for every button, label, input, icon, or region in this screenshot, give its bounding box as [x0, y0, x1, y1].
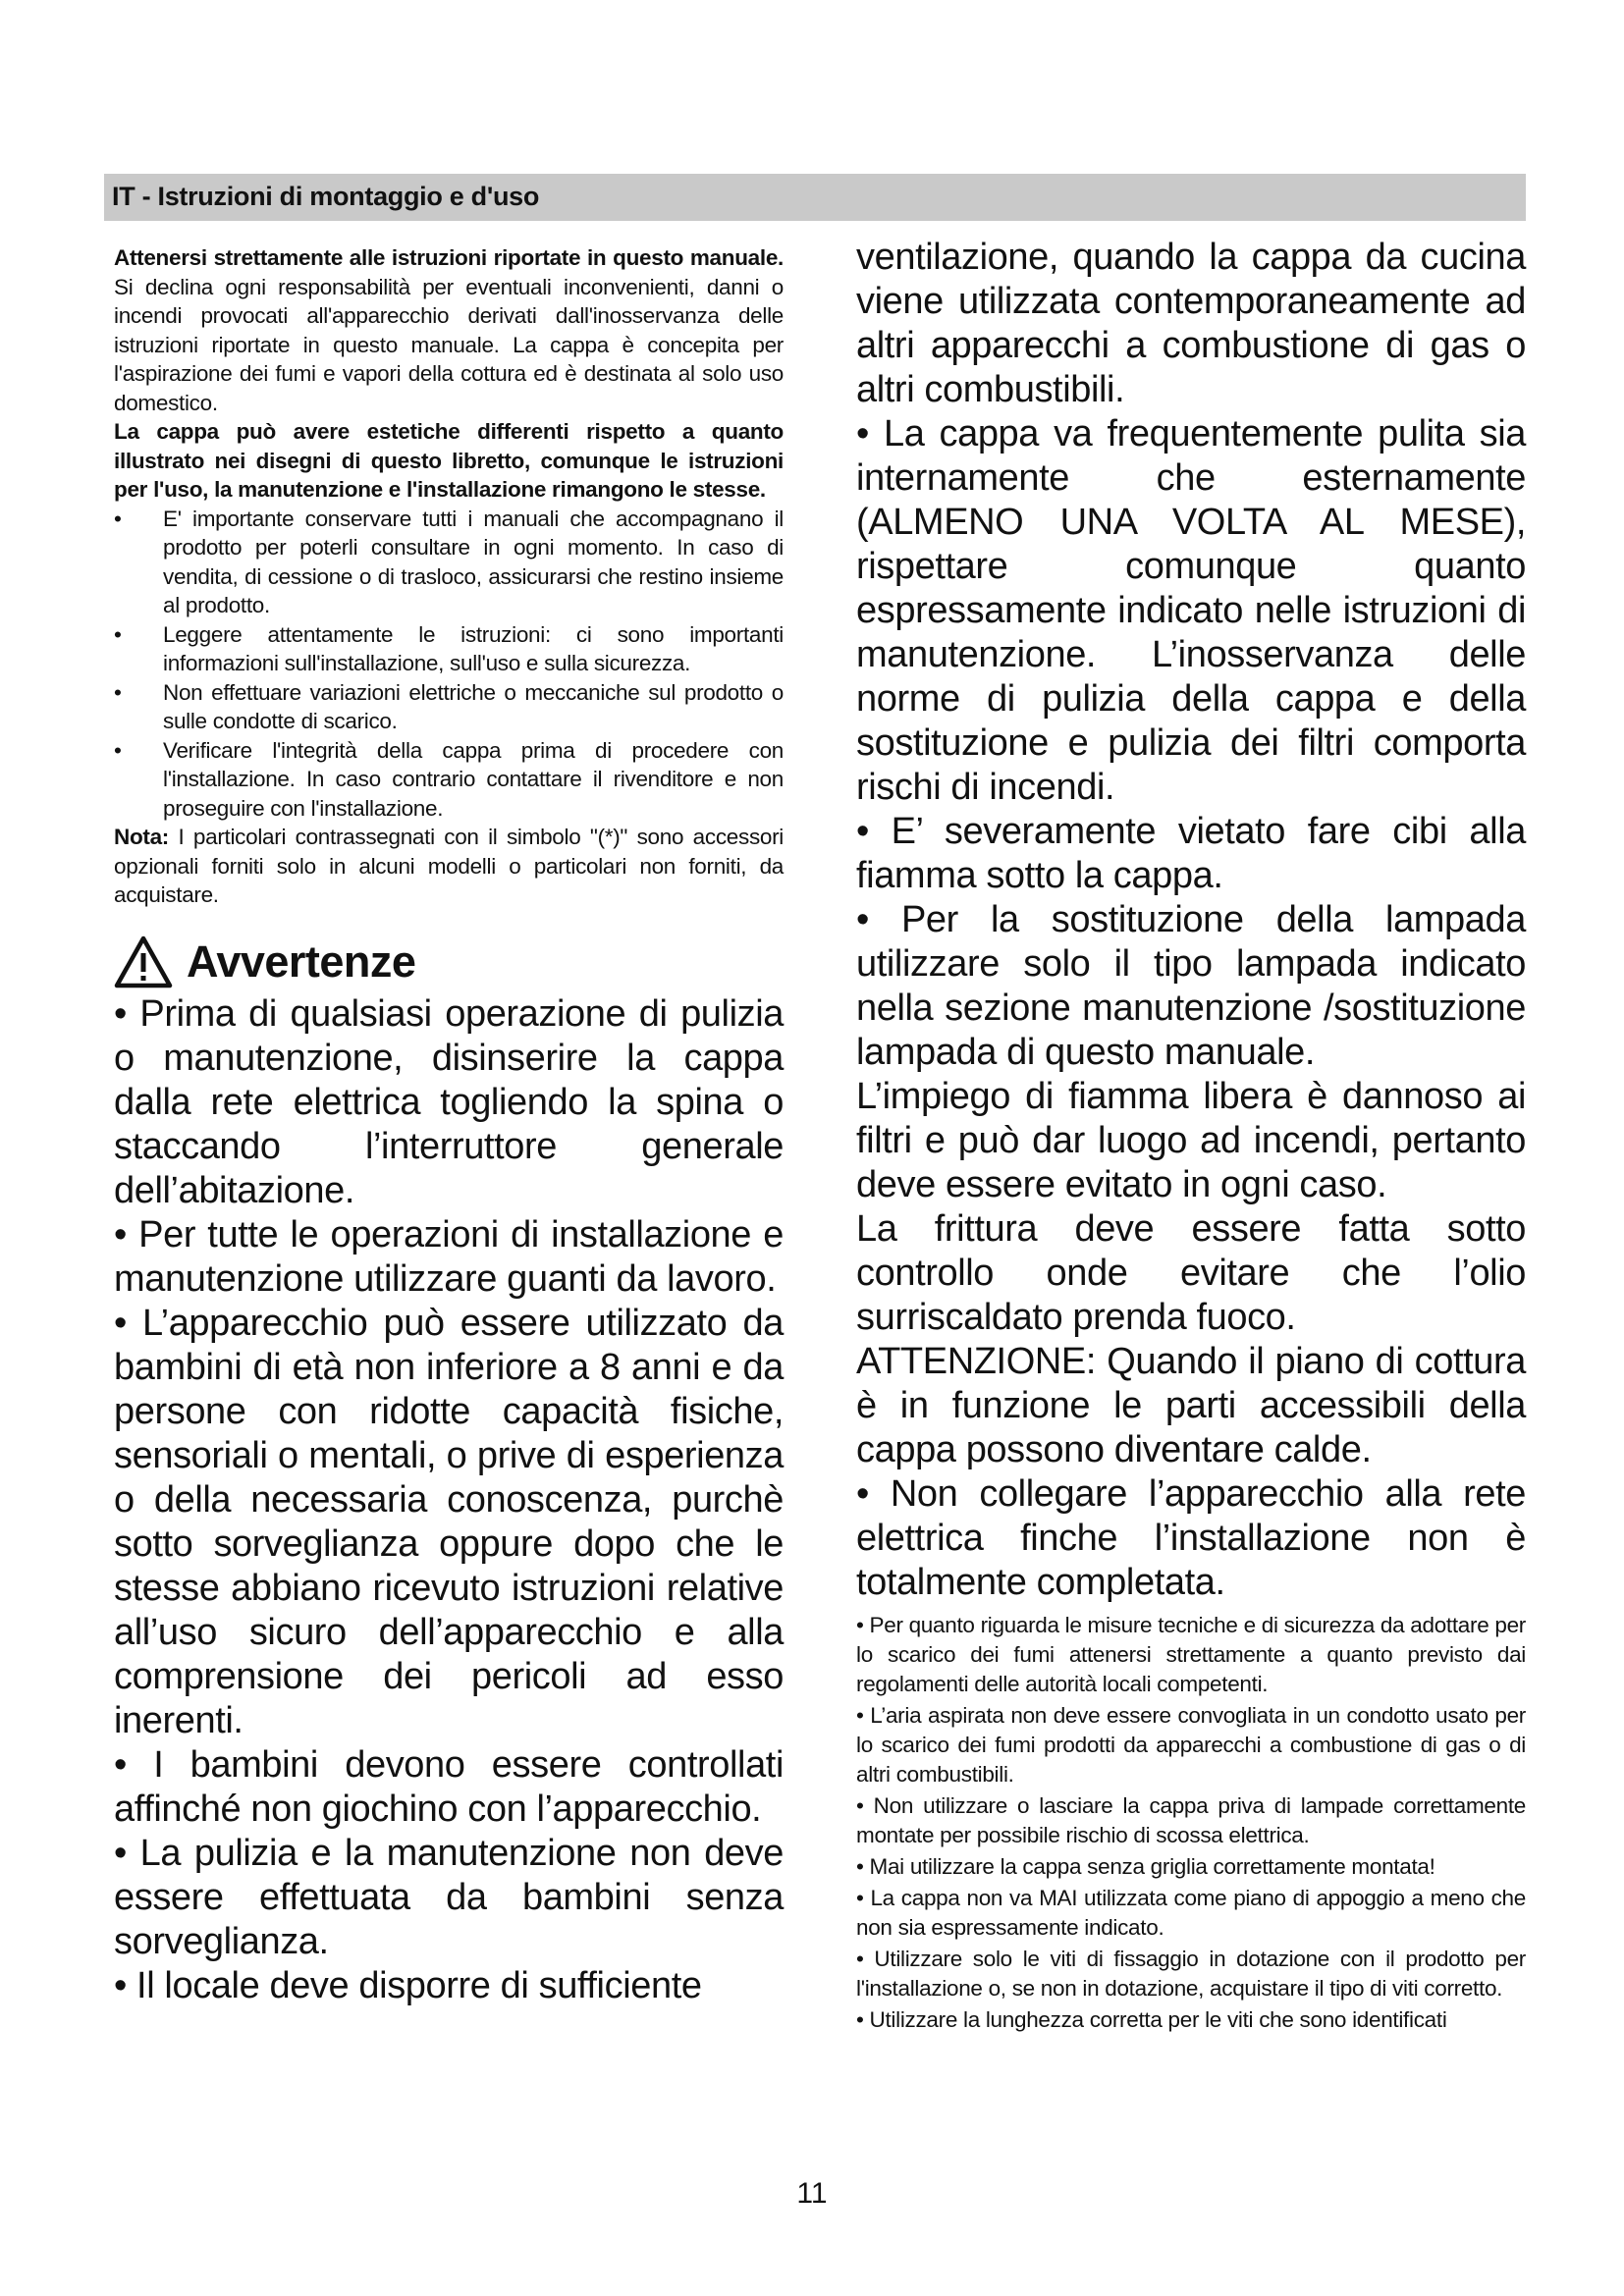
list-item: • Verificare l'integrità della cappa prima di procedere con l'installazione. In caso contrario contattare il rivenditore e non proseguire con l'installazione. [114, 737, 784, 821]
safety-note: • Per quanto riguarda le misure tecniche e di sicurezza da adottare per lo scarico dei fumi attenersi strettamente a quanto previsto dai regolamenti delle autorità locali competenti. [856, 1613, 1526, 1696]
safety-note: • Utilizzare la lunghezza corretta per le viti che sono identificati [856, 2007, 1447, 2032]
note-text: I particolari contrassegnati con il simbolo "(*)" sono accessori opzionali forniti solo in alcuni modelli o particolari non forniti, da acquistare. [114, 825, 784, 907]
intro-text-1: Si declina ogni responsabilità per eventuali inconvenienti, danni o incendi provocati all'apparecchio derivati dall'inosservanza delle istruzioni riportate in questo manuale. La cappa è concepita per l'aspirazione dei fumi e vapori della cottura ed è destinata al solo uso domestico. [114, 274, 784, 415]
note-paragraph [114, 823, 784, 910]
intro-paragraph-1 [114, 243, 784, 417]
warning-item: ATTENZIONE: Quando il piano di cottura è in funzione le parti accessibili della cappa possono diventare calde. [856, 1341, 1526, 1470]
warning-item: • Il locale deve disporre di sufficiente [114, 1964, 702, 2006]
list-item: • Non effettuare variazioni elettriche o meccaniche sul prodotto o sulle condotte di scarico. [114, 679, 784, 733]
warning-item: • Per tutte le operazioni di installazione e manutenzione utilizzare guanti da lavoro. [114, 1213, 784, 1300]
warning-item: • E’ severamente vietato fare cibi alla fiamma sotto la cappa. [856, 811, 1526, 896]
warning-item: • Per la sostituzione della lampada utilizzare solo il tipo lampada indicato nella sezione manutenzione /sostituzione lampada di questo manuale. [856, 899, 1526, 1073]
warnings-title: Avvertenze [187, 935, 416, 987]
safety-note: • Utilizzare solo le viti di fissaggio in dotazione con il prodotto per l'installazione o, se non in dotazione, acquistare il tipo di viti corretto. [856, 1947, 1526, 2001]
safety-note: • La cappa non va MAI utilizzata come piano di appoggio a meno che non sia espressamente indicato. [856, 1886, 1526, 1940]
warning-item: • Non collegare l’apparecchio alla rete elettrica finche l’installazione non è totalmente completata. [856, 1473, 1526, 1603]
warning-item: • I bambini devono essere controllati affinché non giochino con l’apparecchio. [114, 1743, 784, 1830]
warning-item: La frittura deve essere fatta sotto controllo onde evitare che l’olio surriscaldato prenda fuoco. [856, 1208, 1526, 1338]
warning-item: L’impiego di fiamma libera è dannoso ai filtri e può dar luogo ad incendi, pertanto deve essere evitato in ogni caso. [856, 1076, 1526, 1205]
warning-item: • L’apparecchio può essere utilizzato da bambini di età non inferiore a 8 anni e da persone con ridotte capacità fisiche, sensoriali o mentali, o prive di esperienza o della necessaria conoscenza, purchè sotto sorveglianza oppure dopo che le stesse abbiano ricevuto istruzioni relative all’uso sicuro dell’apparecchio e alla comprensione dei pericoli ad esso inerenti. [114, 1302, 784, 1741]
safety-note: • Non utilizzare o lasciare la cappa priva di lampade correttamente montate per possibile rischio di scossa elettrica. [856, 1793, 1526, 1847]
warning-item: • Prima di qualsiasi operazione di pulizia o manutenzione, disinserire la cappa dalla rete elettrica togliendo la spina o staccando l’interruttore generale dell’abitazione. [114, 992, 784, 1211]
bullet-icon: • [114, 621, 122, 647]
list-item: • E' importante conservare tutti i manuali che accompagnano il prodotto per poterli consultare in ogni momento. In caso di vendita, di cessione o di trasloco, assicurarsi che restino insieme al prodotto. [114, 506, 784, 617]
page-number: 11 [796, 2177, 828, 2210]
safety-note: • Mai utilizzare la cappa senza griglia correttamente montata! [856, 1854, 1435, 1879]
intro-paragraph-2 [114, 417, 784, 505]
right-column [856, 236, 1526, 2037]
warning-item: ventilazione, quando la cappa da cucina viene utilizzata contemporaneamente ad altri apparecchi a combustione di gas o altri combustibili. [856, 237, 1526, 410]
intro-bold-2: La cappa può avere estetiche differenti rispetto a quanto illustrato nei disegni di questo libretto, comunque le istruzioni per l'uso, la manutenzione e l'installazione rimangono le stesse. [114, 419, 784, 502]
warning-triangle-icon [114, 935, 173, 988]
section-header-bar [104, 174, 1526, 221]
note-label: Nota: [114, 825, 169, 849]
bullet-icon: • [114, 737, 122, 763]
safety-note: • L’aria aspirata non deve essere convogliata in un condotto usato per lo scarico dei fumi prodotti da apparecchi a combustione di gas o di altri combustibili. [856, 1703, 1526, 1787]
bullet-icon: • [114, 506, 122, 531]
warning-item: • La pulizia e la manutenzione non deve essere effettuata da bambini senza sorveglianza. [114, 1832, 784, 1962]
intro-bullet-list [114, 505, 784, 824]
intro-bold-1: Attenersi strettamente alle istruzioni riportate in questo manuale. [114, 245, 784, 270]
list-item: • Leggere attentamente le istruzioni: ci sono importanti informazioni sull'installazione, sull'uso e sulla sicurezza. [114, 621, 784, 675]
warnings-heading [114, 932, 784, 992]
warning-item: • La cappa va frequentemente pulita sia internamente che esternamente (ALMENO UNA VOLTA AL MESE), rispettare comunque quanto espressamente indicato nelle istruzioni di manutenzione. L’inosservanza delle norme di pulizia della cappa e della sostituzione e pulizia dei filtri comporta rischi di incendi. [856, 413, 1526, 808]
section-title: IT - Istruzioni di montaggio e d'uso [112, 182, 540, 211]
left-column [114, 243, 784, 2008]
bullet-icon: • [114, 679, 122, 705]
